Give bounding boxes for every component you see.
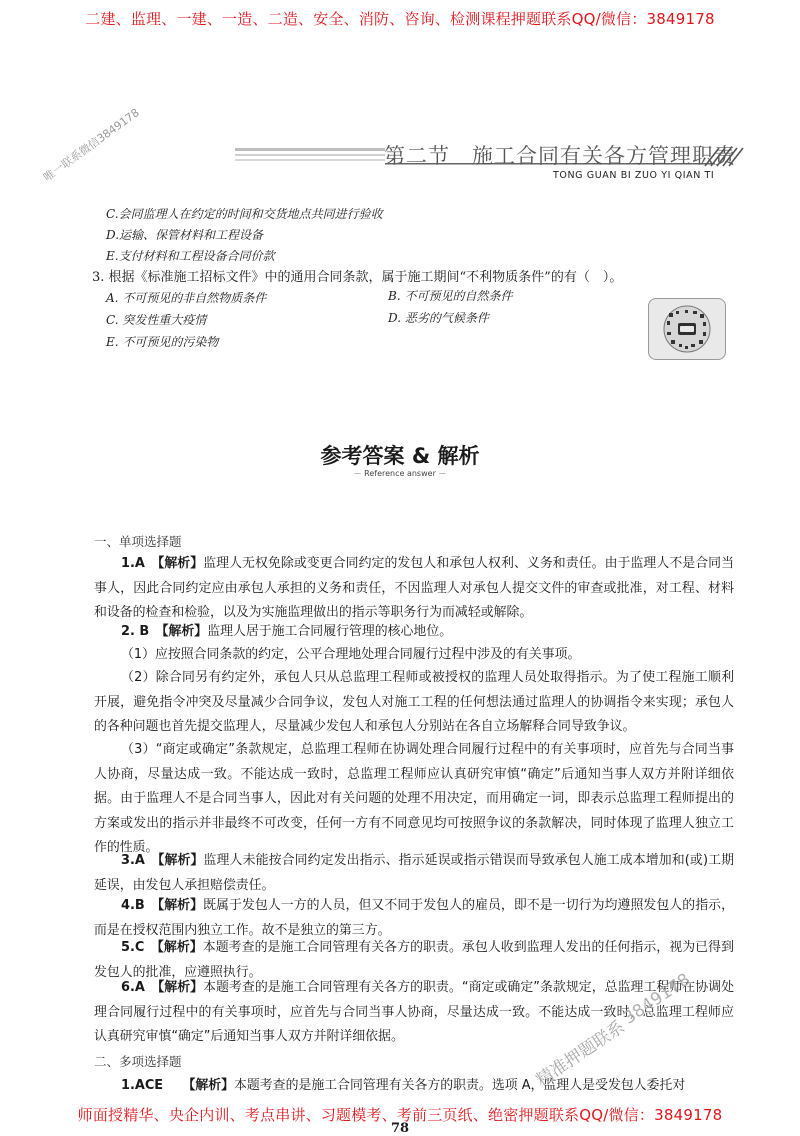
- question-3-option-c: C. 突发性重大疫情: [106, 313, 207, 327]
- answer-6-text: 本题考查的是施工合同管理有关各方的职责。“商定或确定”条款规定，总监理工程师在协调处理合同履行过程中的有关事项时，应首先与合同当事人协商，尽量达成一致。不能达成一致时，总监理工程师应认真研究审慎“确定”后通知当事人双方并附详细依据。: [94, 980, 734, 1045]
- answer-3-text: 监理人未能按合同约定发出指示、指示延误或指示错误而导致承包人施工成本增加和(或)工期延误，由发包人承担赔偿责任。: [94, 853, 734, 893]
- answer-6-label: 6.A 【解析】: [121, 980, 204, 995]
- answer-2-point-2: （2）除合同另有约定外，承包人只从总监理工程师或被授权的监理人员处取得指示。为了使工程施工顺利开展，避免指令冲突及尽量减少合同争议，发包人对施工工程的任何想法通过监理人的协调指令来实现；承包人的各种问题也首先提交监理人，尽量减少发包人和承包人分别站在各自立场解释合同导致争议。: [94, 670, 734, 735]
- page-number: 78: [390, 1121, 410, 1136]
- answer-2-label: 2. B 【解析】: [121, 624, 208, 639]
- qr-code-icon: [649, 299, 725, 359]
- question-3-option-a: A. 不可预见的非自然物质条件: [106, 291, 267, 305]
- question-3-option-d: D. 恶劣的气候条件: [388, 311, 489, 325]
- watermark-right-number: 3849178: [620, 969, 694, 1029]
- answer-4-label: 4.B 【解析】: [121, 898, 204, 913]
- answer-1-text: 监理人无权免除或变更合同约定的发包人和承包人权利、义务和责任。由于监理人不是合同当事人，因此合同约定应由承包人承担的义务和责任，不因监理人对承包人提交文件的审查或批准，对工程、材料和设备的检查和检验，以及为实施监理做出的指示等职务行为而减轻或解除。: [94, 556, 734, 621]
- answer-2-point-3: （3）“商定或确定”条款规定，总监理工程师在协调处理合同履行过程中的有关事项时，应首先与合同当事人协商，尽量达成一致。不能达成一致时，总监理工程师应认真研究审慎“确定”后通知当事人双方并附详细依据。由于监理人不是合同当事人，因此对有关问题的处理不用决定，而用确定一词，即表示总监理工程师提出的方案或发出的指示并非最终不可改变，任何一方有不同意见均可按照争议的条款解决，同时体现了监理人独立工作的性质。: [94, 742, 734, 856]
- option-d-prev: D.运输、保管材料和工程设备: [106, 228, 264, 242]
- answers-title: 参考答案 & 解析: [320, 444, 480, 468]
- qr-code-card: [648, 298, 726, 360]
- answers-subtitle: － Reference answer －: [353, 469, 447, 478]
- chapter-title: 第二节 施工合同有关各方管理职责: [384, 144, 736, 168]
- answer-m1-text: 本题考查的是施工合同管理有关各方的职责。选项 A，监理人是受发包人委托对: [234, 1078, 686, 1093]
- answer-4-text: 既属于发包人一方的人员，但又不同于发包人的雇员，即不是一切行为均遵照发包人的指示，而是在授权范围内独立工作。故不是独立的第三方。: [94, 898, 734, 938]
- chapter-subtitle: TONG GUAN BI ZUO YI QIAN TI: [553, 170, 715, 181]
- question-3-option-e: E. 不可预见的污染物: [106, 335, 219, 349]
- answer-5-text: 本题考查的是施工合同管理有关各方的职责。承包人收到监理人发出的任何指示，视为已得到发包人的批准，应遵照执行。: [94, 940, 734, 980]
- section-multiple-choice: 二、多项选择题: [94, 1054, 182, 1069]
- bottom-banner: 师面授精华、央企内训、考点串讲、习题模考、考前三页纸、绝密押题联系QQ/微信：3849178: [77, 1106, 723, 1124]
- option-e-prev: E.支付材料和工程设备合同价款: [106, 249, 275, 263]
- section-single-choice: 一、单项选择题: [94, 534, 182, 549]
- question-3-stem: 3. 根据《标准施工招标文件》中的通用合同条款，属于施工期间“不利物质条件”的有（ ）。: [92, 270, 623, 285]
- answer-1-label: 1.A 【解析】: [121, 556, 204, 571]
- answer-5-label: 5.C 【解析】: [121, 940, 203, 955]
- answer-2: [94, 620, 734, 645]
- top-banner: 二建、监理、一建、一造、二造、安全、消防、咨询、检测课程押题联系QQ/微信：3849178: [85, 10, 715, 28]
- answer-2-text: 监理人居于施工合同履行管理的核心地位。: [207, 624, 453, 639]
- answer-2-point-1: （1）应按照合同条款的约定，公平合理地处理合同履行过程中涉及的有关事项。: [121, 647, 581, 662]
- answer-m1: [94, 1074, 734, 1099]
- answer-3-label: 3.A 【解析】: [121, 853, 204, 868]
- watermark-right-text: 精准押题联系: [532, 1017, 629, 1091]
- answer-1: [94, 552, 734, 626]
- answer-3: [94, 849, 734, 898]
- question-3-option-b: B. 不可预见的自然条件: [388, 289, 513, 303]
- answer-m1-label: 1.ACE 【解析】: [121, 1078, 235, 1093]
- option-c-prev: C.会同监理人在约定的时间和交货地点共同进行验收: [106, 207, 383, 221]
- watermark-left: 唯一联系微信3849178: [41, 106, 142, 185]
